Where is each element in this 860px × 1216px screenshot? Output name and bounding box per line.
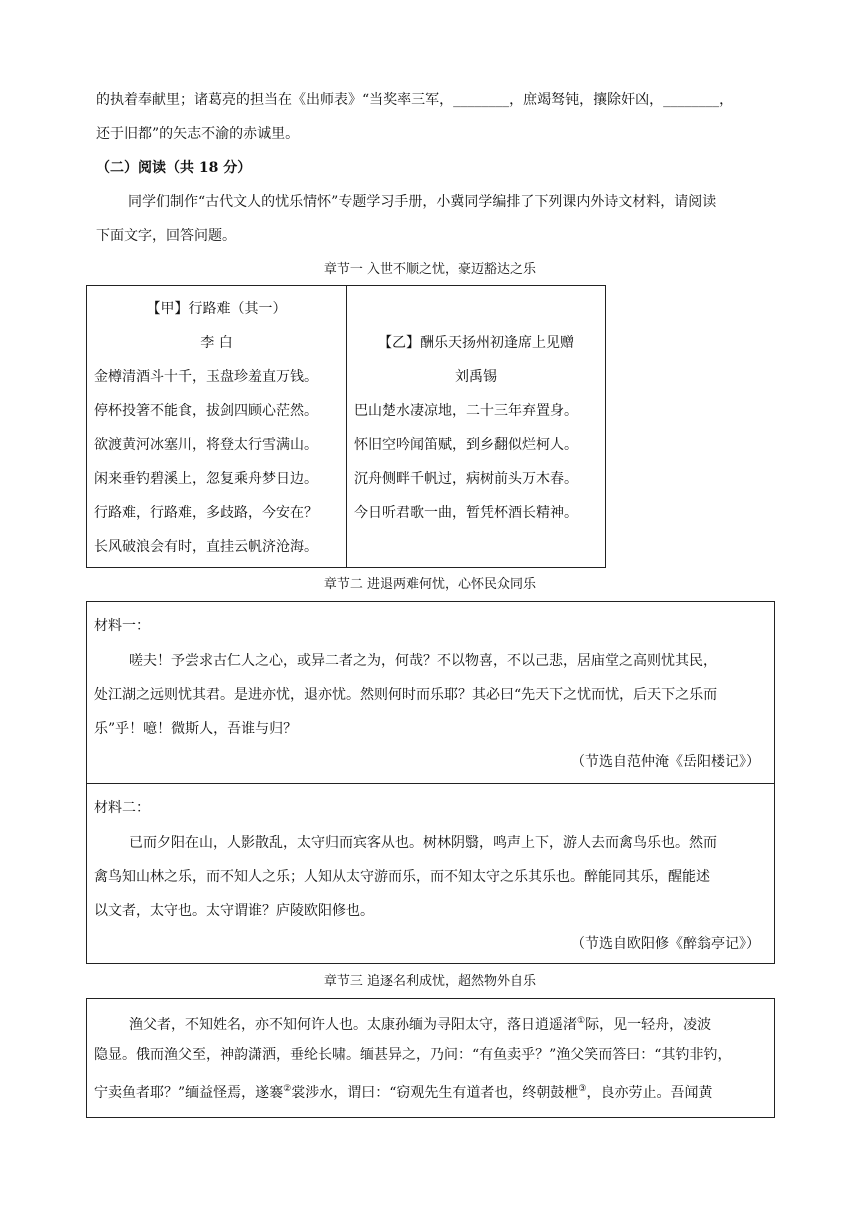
material2-source: （节选自欧阳修《醉翁亭记》） [571, 936, 760, 952]
intro-line-1: 的执着奉献里；诸葛亮的担当在《出师表》“当奖率三军，________，庶竭驽钝，攘除奸凶，________， [96, 92, 734, 108]
footnote-marker: ③ [578, 1084, 587, 1094]
section-title: （二）阅读（共 18 分） [96, 160, 252, 176]
material1-label: 材料一： [94, 618, 150, 634]
poem-a-title: 【甲】行路难（其一） [146, 301, 287, 317]
material1-line: 处江湖之远则忧其君。是进亦忧，退亦忧。然则何时而乐耶？其必曰“先天下之忧而忧，后天下之乐而 [94, 687, 718, 703]
chapter1-heading: 章节一 入世不顺之忧，豪迈豁达之乐 [323, 262, 537, 277]
poem-b-title: 【乙】酬乐天扬州初逢席上见赠 [378, 335, 574, 351]
poem-a-line: 长风破浪会有时，直挂云帆济沧海。 [94, 539, 318, 555]
poem-a-line: 欲渡黄河冰塞川，将登太行雪满山。 [94, 437, 318, 453]
materials-divider [87, 783, 774, 784]
poem-a-line: 闲来垂钓碧溪上，忽复乘舟梦日边。 [94, 471, 318, 487]
material2-line: 禽鸟知山林之乐，而不知人之乐；人知从太守游而乐，而不知太守之乐其乐也。醉能同其乐，醒能述 [94, 869, 710, 885]
material2-label: 材料二： [94, 800, 150, 816]
poem-a-author: 李 白 [200, 335, 233, 351]
material1-source: （节选自范仲淹《岳阳楼记》） [571, 754, 760, 770]
chapter3-box [86, 998, 775, 1118]
material1-line: 乐”乎！噫！微斯人，吾谁与归？ [94, 721, 298, 737]
section-desc-line-1: 同学们制作“古代文人的忧乐情怀”专题学习手册，小冀同学编排了下列课内外诗文材料，请阅读 [128, 194, 717, 210]
poem-b-author: 刘禹锡 [455, 369, 497, 385]
table-divider [346, 286, 347, 567]
poem-b-line: 沉舟侧畔千帆过，病树前头万木春。 [354, 471, 578, 487]
footnote-marker: ① [577, 1016, 586, 1026]
chapter3-line-3: 宁卖鱼者耶？”缅益怪焉，遂褰②裳涉水，谓曰：“窃观先生有道者也，终朝鼓枻③，良亦劳止。吾闻黄 [94, 1084, 713, 1101]
material1-line: 嗟夫！予尝求古仁人之心，或异二者之为，何哉？不以物喜，不以己悲，居庙堂之高则忧其民， [129, 653, 717, 669]
material2-line: 已而夕阳在山，人影散乱，太守归而宾客从也。树林阴翳，鸣声上下，游人去而禽鸟乐也。然而 [129, 835, 717, 851]
poem-a-line: 行路难，行路难，多歧路，今安在？ [94, 505, 318, 521]
chapter2-heading: 章节二 进退两难何忧，心怀民众同乐 [323, 577, 537, 592]
poem-table [86, 285, 606, 568]
poem-b-line: 今日听君歌一曲，暂凭杯酒长精神。 [354, 505, 578, 521]
poem-b-line: 巴山楚水凄凉地，二十三年弃置身。 [354, 403, 578, 419]
section-desc-line-2: 下面文字，回答问题。 [96, 228, 236, 244]
material2-line: 以文者，太守也。太守谓谁？庐陵欧阳修也。 [94, 903, 374, 919]
intro-line-2: 还于旧都”的矢志不渝的赤诚里。 [96, 126, 300, 142]
footnote-marker: ② [283, 1084, 292, 1094]
poem-a-line: 金樽清酒斗十千，玉盘珍羞直万钱。 [94, 369, 318, 385]
chapter3-line-1: 渔父者，不知姓名，亦不知何许人也。太康孙缅为寻阳太守，落日逍遥渚①际，见一轻舟，凌波 [129, 1016, 712, 1033]
poem-b-line: 怀旧空吟闻笛赋，到乡翻似烂柯人。 [354, 437, 578, 453]
chapter3-heading: 章节三 追逐名利成忧，超然物外自乐 [323, 974, 537, 989]
materials-box [86, 601, 775, 964]
poem-a-line: 停杯投箸不能食，拔剑四顾心茫然。 [94, 403, 318, 419]
chapter3-line-2: 隐显。俄而渔父至，神韵潇洒，垂纶长啸。缅甚异之，乃问：“有鱼卖乎？”渔父笑而答曰：“其钓非钓， [94, 1047, 732, 1063]
